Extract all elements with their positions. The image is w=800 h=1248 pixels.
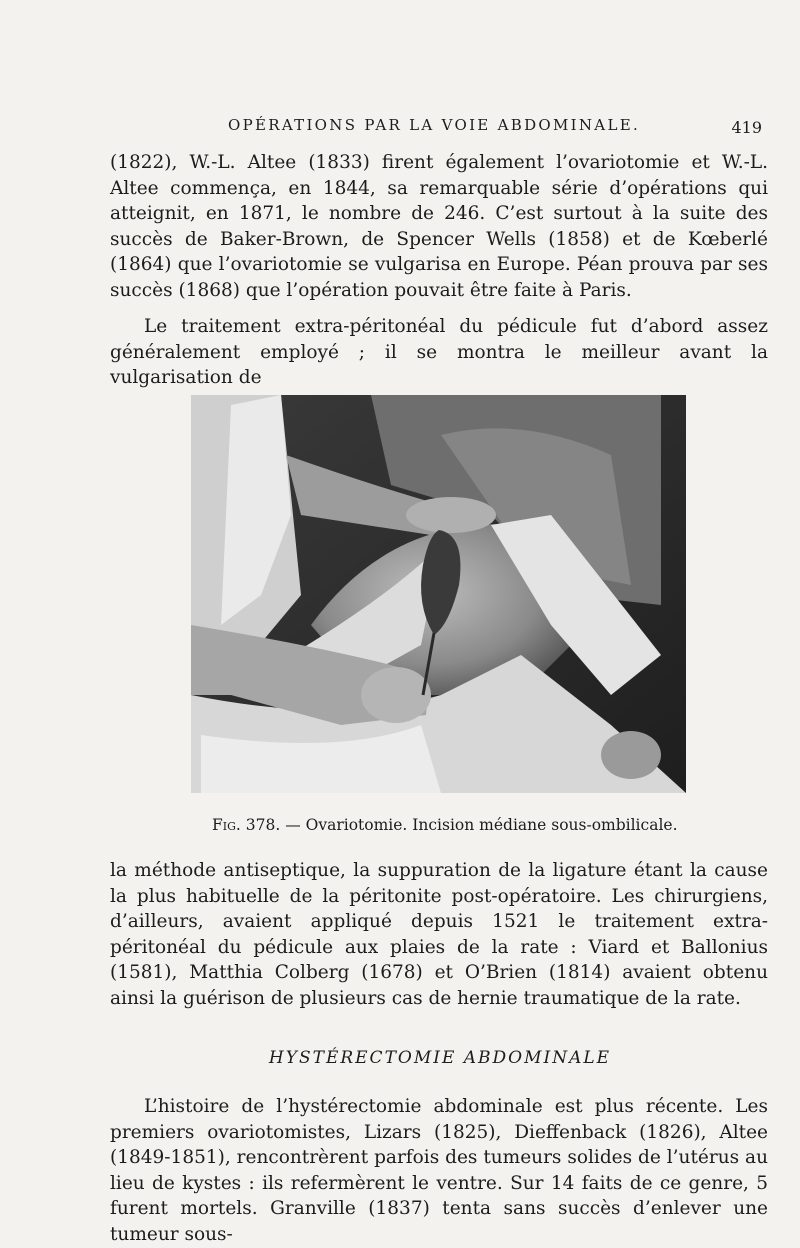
paragraph-1: (1822), W.-L. Altee (1833) firent également l’ovariotomie et W.-L. Altee commença, en 1844, sa remarquable série d’opérations qui atteignit, en 1871, le nombre de 246. C’est surtout à la suite des succès de Baker-Brown, de Spencer Wells (1858) et de Kœberlé (1864) que l’ovariotomie se vulgarisa en Europe. Péan prouva par ses succès (1868) que l’opération pouvait être faite à Paris.	[110, 152, 768, 301]
page-number: 419	[731, 118, 762, 137]
header-title: OPÉRATIONS PAR LA VOIE ABDOMINALE.	[228, 116, 641, 134]
paragraph-3: la méthode antiseptique, la suppuration de la ligature étant la cause la plus habituelle de la péritonite post-opératoire. Les chirurgiens, d’ailleurs, avaient appliqué depuis 1521 le traitement extra-péritonéal du pédicule aux plaies de la rate : Viard et Ballonius (1581), Matthia Colberg (1678) et O’Brien (1814) avaient obtenu ainsi la guérison de plusieurs cas de hernie traumatique de la rate.	[110, 860, 768, 1009]
figure-caption-text: — Ovariotomie. Incision médiane sous-ombilicale.	[280, 816, 678, 834]
figure-label: Fig. 378.	[212, 816, 281, 834]
running-header	[110, 116, 770, 140]
surgery-photograph	[191, 395, 686, 793]
section-heading: HYSTÉRECTOMIE ABDOMINALE	[268, 1048, 612, 1068]
paragraph-4: L’histoire de l’hystérectomie abdominale est plus récente. Les premiers ovariotomistes, Lizars (1825), Dieffenback (1826), Altee (1849-1851), rencontrèrent parfois des tumeurs solides de l’utérus au lieu de kystes : ils refermèrent le ventre. Sur 14 faits de ce genre, 5 furent mortels. Granville (1837) tenta sans succès d’enlever une tumeur sous-	[110, 1096, 768, 1245]
paragraph-2: Le traitement extra-péritonéal du pédicule fut d’abord assez généralement employé ; il se montra le meilleur avant la vulgarisation de	[110, 316, 768, 388]
figure-caption	[212, 816, 682, 834]
